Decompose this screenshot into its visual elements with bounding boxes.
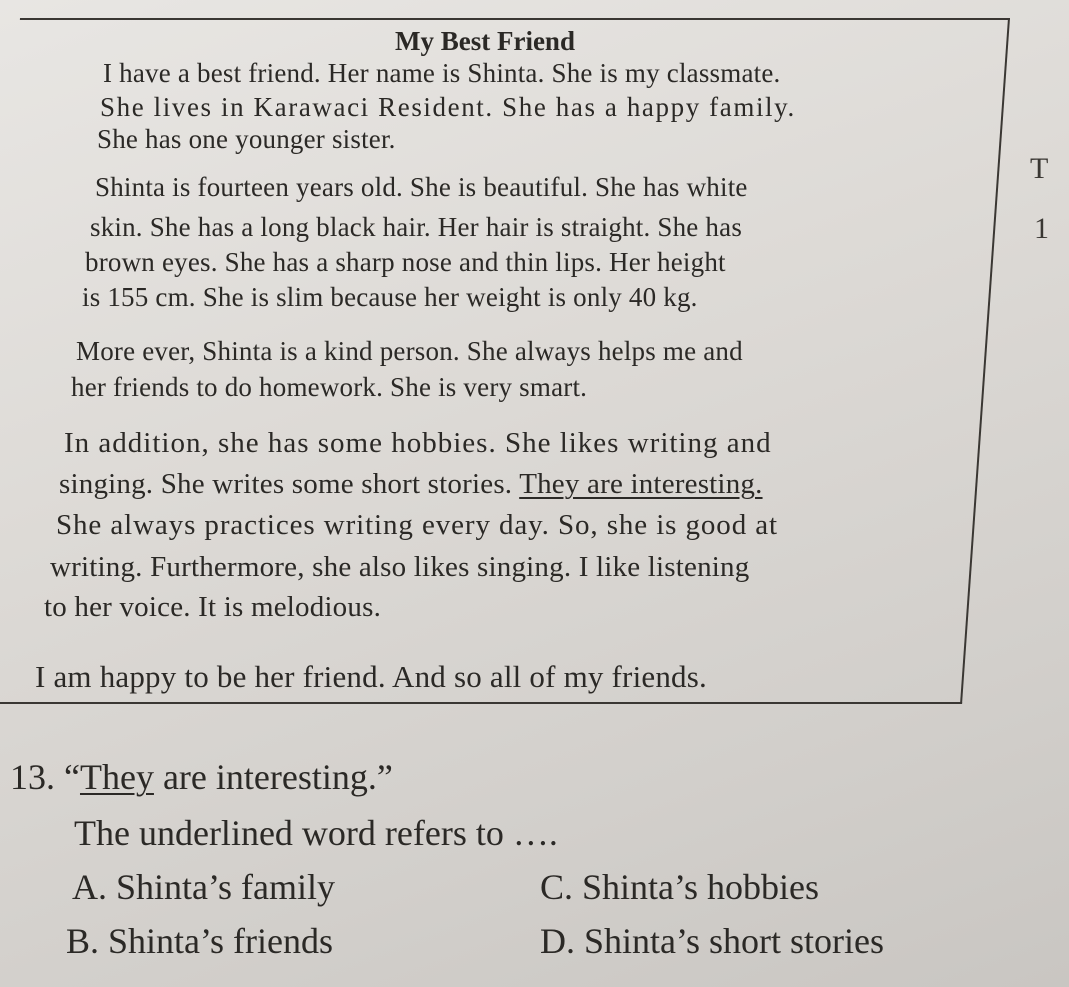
option-b[interactable] <box>66 920 333 962</box>
quote-rest: are interesting.” <box>153 757 393 797</box>
passage-line: her friends to do homework. She is very smart. <box>71 372 588 402</box>
passage-line <box>59 468 763 501</box>
passage-text: singing. She writes some short stories. <box>59 468 520 500</box>
question-prompt: The underlined word refers to …. <box>74 813 558 853</box>
option-d[interactable] <box>540 920 884 962</box>
passage-title: My Best Friend <box>395 26 575 56</box>
option-letter: D. <box>540 921 575 961</box>
option-a[interactable] <box>72 866 335 908</box>
passage-line: She has one younger sister. <box>97 124 396 154</box>
margin-mark: 1 <box>1034 212 1049 245</box>
passage-line: Shinta is fourteen years old. She is beautiful. She has white <box>95 172 748 202</box>
passage-line: brown eyes. She has a sharp nose and thin lips. Her height <box>85 247 726 277</box>
margin-mark: T <box>1030 152 1049 185</box>
option-text: Shinta’s hobbies <box>582 867 820 907</box>
option-letter: C. <box>540 867 574 907</box>
underlined-sentence: They are interesting. <box>519 468 763 500</box>
passage-line: She always practices writing every day. So, she is good at <box>56 509 778 541</box>
option-text: Shinta’s family <box>116 867 335 907</box>
passage-line: I am happy to be her friend. And so all of my friends. <box>35 659 707 694</box>
quote-open: “ <box>64 757 80 797</box>
option-letter: A. <box>72 867 107 907</box>
question-number: 13. <box>10 757 55 797</box>
passage-line: is 155 cm. She is slim because her weight is only 40 kg. <box>82 282 698 312</box>
passage-line: writing. Furthermore, she also likes singing. I like listening <box>50 551 750 583</box>
passage-line: In addition, she has some hobbies. She likes writing and <box>64 427 772 459</box>
underlined-word: They <box>79 757 154 797</box>
option-letter: B. <box>66 921 100 961</box>
option-text: Shinta’s friends <box>108 921 333 961</box>
passage-line: to her voice. It is melodious. <box>44 591 382 623</box>
option-text: Shinta’s short stories <box>584 921 885 961</box>
option-c[interactable] <box>540 866 819 908</box>
question-stem <box>10 756 393 798</box>
passage-line: More ever, Shinta is a kind person. She always helps me and <box>76 336 743 366</box>
passage-line: I have a best friend. Her name is Shinta. She is my classmate. <box>103 58 781 88</box>
passage-line: skin. She has a long black hair. Her hair is straight. She has <box>90 212 743 242</box>
passage-line: She lives in Karawaci Resident. She has a happy family. <box>100 92 796 122</box>
